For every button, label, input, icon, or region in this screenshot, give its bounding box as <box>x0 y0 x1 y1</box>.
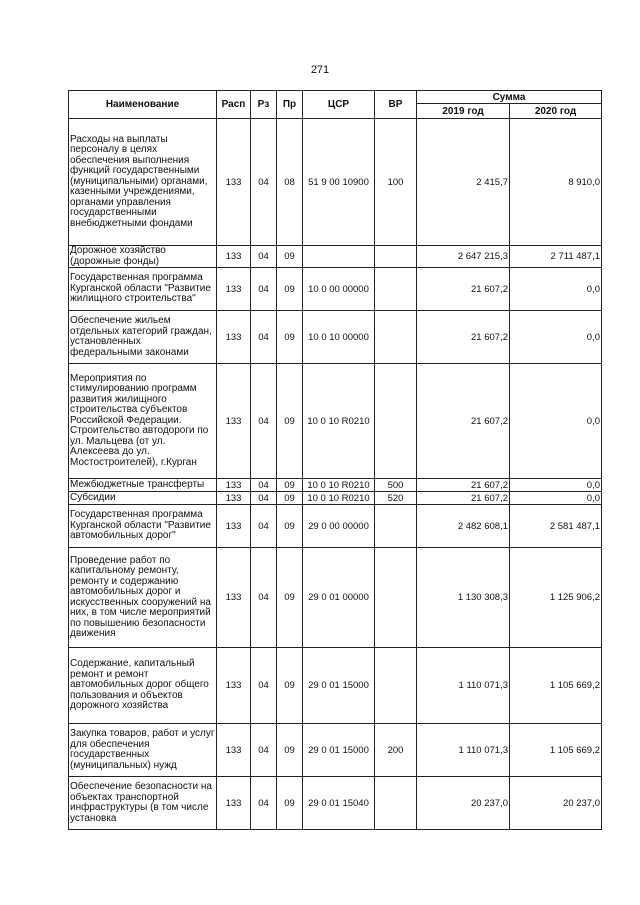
table-row <box>69 548 602 648</box>
row-csr: 10 0 10 R0210 <box>303 492 375 505</box>
row-sum-2019: 2 482 608,1 <box>417 505 510 548</box>
row-pr: 09 <box>277 548 303 648</box>
row-vr <box>375 648 417 724</box>
row-name: Субсидии <box>69 492 217 505</box>
row-rz: 04 <box>251 777 277 830</box>
row-csr: 29 0 01 15000 <box>303 648 375 724</box>
row-sum-2020: 20 237,0 <box>510 777 602 830</box>
row-sum-2020: 0,0 <box>510 268 602 311</box>
row-rz: 04 <box>251 492 277 505</box>
row-name: Государственная программа Курганской области "Развитие жилищного строительства" <box>69 268 217 311</box>
row-vr <box>375 505 417 548</box>
row-rasp: 133 <box>217 119 251 246</box>
row-vr <box>375 246 417 268</box>
row-sum-2020: 0,0 <box>510 364 602 479</box>
header-pr: Пр <box>277 91 303 119</box>
row-rasp: 133 <box>217 648 251 724</box>
row-rz: 04 <box>251 311 277 364</box>
row-name: Обеспечение жильем отдельных категорий граждан, установленных федеральными законами <box>69 311 217 364</box>
row-sum-2019: 1 110 071,3 <box>417 724 510 777</box>
row-name: Обеспечение безопасности на объектах транспортной инфраструктуры (в том числе установка <box>69 777 217 830</box>
row-rasp: 133 <box>217 268 251 311</box>
row-rasp: 133 <box>217 311 251 364</box>
row-rasp: 133 <box>217 492 251 505</box>
row-sum-2019: 1 130 308,3 <box>417 548 510 648</box>
row-sum-2020: 0,0 <box>510 479 602 492</box>
row-csr: 29 0 00 00000 <box>303 505 375 548</box>
row-sum-2019: 21 607,2 <box>417 268 510 311</box>
row-rz: 04 <box>251 648 277 724</box>
row-name: Содержание, капитальный ремонт и ремонт автомобильных дорог общего пользования и объектов дорожного хозяйства <box>69 648 217 724</box>
row-rasp: 133 <box>217 777 251 830</box>
row-sum-2020: 1 105 669,2 <box>510 724 602 777</box>
row-csr: 10 0 00 00000 <box>303 268 375 311</box>
row-vr: 500 <box>375 479 417 492</box>
row-vr <box>375 311 417 364</box>
row-csr: 10 0 10 R0210 <box>303 364 375 479</box>
header-2020: 2020 год <box>510 104 602 119</box>
row-sum-2020: 2 581 487,1 <box>510 505 602 548</box>
row-sum-2019: 1 110 071,3 <box>417 648 510 724</box>
row-sum-2019: 21 607,2 <box>417 311 510 364</box>
table-row <box>69 479 602 492</box>
row-rz: 04 <box>251 505 277 548</box>
row-vr: 100 <box>375 119 417 246</box>
header-vr: ВР <box>375 91 417 119</box>
row-csr <box>303 246 375 268</box>
page-number: 271 <box>310 64 330 76</box>
header-rz: Рз <box>251 91 277 119</box>
row-rz: 04 <box>251 548 277 648</box>
table-row <box>69 505 602 548</box>
table-row <box>69 268 602 311</box>
row-vr: 520 <box>375 492 417 505</box>
row-sum-2020: 2 711 487,1 <box>510 246 602 268</box>
row-rasp: 133 <box>217 479 251 492</box>
table-row <box>69 492 602 505</box>
row-name: Мероприятия по стимулированию программ развития жилищного строительства субъектов Российской Федерации. Строительство автодороги по ул. Мальцева (от ул. Алексеева до ул. Мостостроителей), г.Курган <box>69 364 217 479</box>
row-rz: 04 <box>251 246 277 268</box>
row-sum-2020: 0,0 <box>510 492 602 505</box>
row-rasp: 133 <box>217 548 251 648</box>
row-rz: 04 <box>251 119 277 246</box>
table-row <box>69 364 602 479</box>
row-pr: 08 <box>277 119 303 246</box>
row-csr: 29 0 01 00000 <box>303 548 375 648</box>
row-sum-2019: 20 237,0 <box>417 777 510 830</box>
row-rasp: 133 <box>217 364 251 479</box>
row-sum-2019: 2 415,7 <box>417 119 510 246</box>
row-sum-2020: 8 910,0 <box>510 119 602 246</box>
row-pr: 09 <box>277 311 303 364</box>
row-rz: 04 <box>251 724 277 777</box>
row-csr: 10 0 10 R0210 <box>303 479 375 492</box>
row-sum-2019: 21 607,2 <box>417 479 510 492</box>
header-sum: Сумма <box>417 91 602 104</box>
table-row <box>69 311 602 364</box>
row-csr: 29 0 01 15040 <box>303 777 375 830</box>
header-2019: 2019 год <box>417 104 510 119</box>
row-pr: 09 <box>277 492 303 505</box>
row-vr <box>375 364 417 479</box>
table-row <box>69 724 602 777</box>
row-sum-2020: 0,0 <box>510 311 602 364</box>
row-pr: 09 <box>277 724 303 777</box>
row-pr: 09 <box>277 777 303 830</box>
row-name: Расходы на выплаты персоналу в целях обеспечения выполнения функций государственными (муниципальными) органами, казенными учреждениями, органами управления государственными внебюджетными фондами <box>69 119 217 246</box>
table-row <box>69 119 602 246</box>
row-pr: 09 <box>277 364 303 479</box>
row-pr: 09 <box>277 246 303 268</box>
row-pr: 09 <box>277 505 303 548</box>
header-row <box>69 91 602 104</box>
row-csr: 29 0 01 15000 <box>303 724 375 777</box>
row-sum-2020: 1 125 906,2 <box>510 548 602 648</box>
row-csr: 51 9 00 10900 <box>303 119 375 246</box>
row-name: Межбюджетные трансферты <box>69 479 217 492</box>
row-vr <box>375 548 417 648</box>
row-name: Дорожное хозяйство (дорожные фонды) <box>69 246 217 268</box>
row-name: Государственная программа Курганской области "Развитие автомобильных дорог" <box>69 505 217 548</box>
row-rasp: 133 <box>217 505 251 548</box>
table-row <box>69 246 602 268</box>
row-vr <box>375 268 417 311</box>
row-sum-2019: 21 607,2 <box>417 364 510 479</box>
row-vr: 200 <box>375 724 417 777</box>
row-vr <box>375 777 417 830</box>
row-sum-2019: 2 647 215,3 <box>417 246 510 268</box>
table-row <box>69 648 602 724</box>
row-csr: 10 0 10 00000 <box>303 311 375 364</box>
row-rasp: 133 <box>217 246 251 268</box>
header-name: Наименование <box>69 91 217 119</box>
row-rasp: 133 <box>217 724 251 777</box>
row-pr: 09 <box>277 268 303 311</box>
row-sum-2020: 1 105 669,2 <box>510 648 602 724</box>
row-sum-2019: 21 607,2 <box>417 492 510 505</box>
row-rz: 04 <box>251 268 277 311</box>
table-row <box>69 777 602 830</box>
budget-table <box>68 90 602 830</box>
row-rz: 04 <box>251 479 277 492</box>
row-pr: 09 <box>277 479 303 492</box>
header-csr: ЦСР <box>303 91 375 119</box>
row-name: Закупка товаров, работ и услуг для обеспечения государственных (муниципальных) нужд <box>69 724 217 777</box>
row-name: Проведение работ по капитальному ремонту, ремонту и содержанию автомобильных дорог и искусственных сооружений на них, в том числе мероприятий по повышению безопасности движения <box>69 548 217 648</box>
header-rasp: Расп <box>217 91 251 119</box>
row-pr: 09 <box>277 648 303 724</box>
row-rz: 04 <box>251 364 277 479</box>
